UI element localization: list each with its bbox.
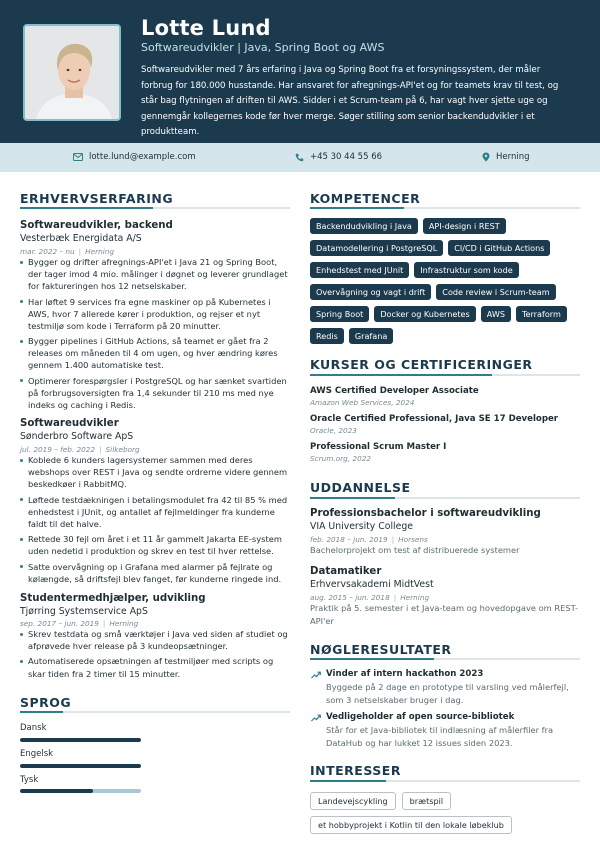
language-name: Dansk [20,723,47,733]
education-degree: Professionsbachelor i softwareudvikling [310,508,541,519]
skill-chip: Grafana [349,328,393,344]
contact-location [482,152,530,162]
skill-chip: Datamodellering i PostgreSQL [310,240,443,256]
achievement-description: Står for et Java-bibliotek til indlæsning af målerfiler fra DataHub og har lukket 12 issues siden 2023. [326,725,554,748]
courses-heading: KURSER OG CERTIFICERINGER [310,357,533,372]
job-bullet: Automatiserede opsætningen af testmiljøer med scripts og skar tiden fra 2 timer til 15 minutter. [20,655,292,679]
skill-chip: CI/CD i GitHub Actions [448,240,550,256]
trend-up-icon [311,671,321,679]
job-location: Silkeborg [105,445,140,454]
job-dates: mar. 2022 – nu [20,247,75,256]
languages-heading: SPROG [20,695,72,710]
envelope-icon [73,153,83,161]
job-bullet: Satte overvågning op i Grafana med alarmer på fejlrate og kølængde, så driftsfejl blev fanget, før kunderne ringede ind. [20,561,292,585]
certificate-name: Oracle Certified Professional, Java SE 17 Developer [310,414,559,424]
skills-heading: KOMPETENCER [310,191,421,206]
skill-chip: Terraform [516,306,567,322]
phone-icon [295,153,304,162]
job-bullets [20,454,292,588]
candidate-title: Softwareudvikler | Java, Spring Boot og AWS [141,41,385,54]
certificate-name: AWS Certified Developer Associate [310,386,479,396]
job-bullet: Rettede 30 fejl om året i et 11 år gammelt Jakarta EE-system uden nedetid i produktion og skrev en test til hver rettelse. [20,533,292,557]
contact-bar [0,143,600,172]
contact-phone[interactable] [295,152,382,162]
language-level-fill [20,764,141,768]
job-bullet: Bygger og drifter afregnings-API'et i Java 21 og Spring Boot, der tager imod 4 mio. målinger i døgnet og leverer grundlaget for faktureringen hos 12 netselskaber. [20,256,292,292]
job-bullet: Koblede 6 kunders lagersystemer sammen med deres webshops over REST i Java og sendte ordrerne videre gennem beskedkøer i RabbitMQ. [20,454,292,490]
portrait-image [25,26,121,121]
skills-chip-list [310,218,580,344]
trend-up-icon [311,714,321,722]
profile-photo [23,24,121,121]
job-bullets [20,256,292,414]
language-name: Tysk [20,775,39,785]
skill-chip: Docker og Kubernetes [374,306,475,322]
meta-divider: | [391,535,395,544]
email-text: lotte.lund@example.com [89,152,196,162]
experience-heading: ERHVERVSERFARING [20,191,174,206]
education-meta [310,535,428,544]
language-level-fill [20,789,93,793]
courses-rule-accent [310,374,492,376]
job-title: Softwareudvikler [20,418,119,429]
candidate-name: Lotte Lund [141,16,271,40]
location-pin-icon [482,152,490,162]
skills-rule-accent [310,207,404,209]
language-name: Engelsk [20,749,54,759]
interests-heading: INTERESSER [310,763,401,778]
interest-tag: brætspil [402,792,451,810]
job-meta [20,247,114,256]
education-location: Herning [400,593,430,602]
skill-chip: Infrastruktur som kode [414,262,519,278]
contact-email[interactable] [73,152,196,162]
education-school: VIA University College [310,521,413,532]
location-text: Herning [496,152,530,162]
achievements-rule-accent [310,658,434,660]
profile-summary: Softwareudvikler med 7 års erfaring i Java og Spring Boot fra et forsyningssystem, der måler forbrug for 180.000 husstande. Har ansvaret for afregnings-API'et og for teamets krav til test, og står bag flytningen af driften til AWS. Sidder i et Scrum-team på 6, har vagt hver sjette uge og gennemgår kollegernes kode før hver merge. Søger stilling som senior backendudvikler i et produktteam. [141,65,559,137]
experience-rule-accent [20,207,153,209]
skill-chip: Overvågning og vagt i drift [310,284,431,300]
interest-tag: Landevejscykling [310,792,396,810]
skill-chip: Redis [310,328,344,344]
certificate-issuer: Amazon Web Services, 2024 [310,398,415,407]
job-bullet: Bygger pipelines i GitHub Actions, så teamet er gået fra 2 releases om måneden til 4 om ugen, og hver ændring køres gennem 1.400 automatiske test. [20,335,292,371]
education-school: Erhvervsakademi MidtVest [310,579,434,590]
header-banner [0,0,600,143]
certificate-issuer: Oracle, 2023 [310,426,357,435]
skill-chip: Spring Boot [310,306,369,322]
skill-chip: Code review i Scrum-team [436,284,555,300]
skill-chip: Enhedstest med JUnit [310,262,409,278]
job-bullet: Optimerer forespørgsler i PostgreSQL og har sænket svartiden på forbrugsoversigten fra 1,4 sekunder til 210 ms med nye indeks og caching i Redis. [20,375,292,411]
job-company: Sønderbro Software ApS [20,431,134,442]
job-meta [20,619,138,628]
job-bullet: Har løftet 9 services fra egne maskiner op på Kubernetes i AWS, hvor 7 allerede kører i produktion, og rejser et nyt testmiljø som kode i Terraform på 20 minutter. [20,296,292,332]
job-dates: jul. 2019 – feb. 2022 [20,445,96,454]
education-rule-accent [310,497,395,499]
skill-chip: API-design i REST [423,218,506,234]
achievements-heading: NØGLERESULTATER [310,642,452,657]
job-title: Softwareudvikler, backend [20,220,173,231]
education-dates: aug. 2015 – jun. 2018 [310,593,390,602]
interest-tag: et hobbyprojekt i Kotlin til den lokale løbeklub [310,816,512,834]
achievement-title: Vinder af intern hackathon 2023 [326,669,484,679]
education-dates: feb. 2018 – jun. 2019 [310,535,388,544]
education-meta [310,593,429,602]
phone-text: +45 30 44 55 66 [310,152,383,162]
language-level-bar [20,738,141,742]
achievement-description: Byggede på 2 dage en prototype til varsling ved målerfejl, som 3 netselskaber bruger i dag. [326,682,569,705]
job-dates: sep. 2017 – jun. 2019 [20,619,99,628]
achievement-title: Vedligeholder af open source-bibliotek [326,712,515,722]
skill-chip: Backendudvikling i Java [310,218,418,234]
job-location: Herning [109,619,139,628]
interests-tag-list [310,792,580,834]
education-location: Horsens [398,535,428,544]
education-description: Praktik på 5. semester i et Java-team og hovedopgave om REST-API'er [310,603,578,626]
job-bullet: Løftede testdækningen i betalingsmodulet fra 42 til 85 % med enhedstest i JUnit, og antallet af fejlmeldinger fra kunderne faldt til det halve. [20,494,292,530]
language-level-bar [20,764,141,768]
meta-divider: | [99,445,102,454]
education-heading: UDDANNELSE [310,480,411,495]
skill-chip: AWS [481,306,511,322]
certificate-issuer: Scrum.org, 2022 [310,454,372,463]
job-bullets [20,628,292,683]
certificate-name: Professional Scrum Master I [310,442,447,452]
meta-divider: | [393,593,397,602]
job-title: Studentermedhjælper, udvikling [20,593,206,604]
job-location: Herning [85,247,115,256]
interests-rule-accent [310,780,386,782]
language-level-bar [20,789,141,793]
education-description: Bachelorprojekt om test af distribuerede systemer [310,545,520,555]
job-bullet: Skrev testdata og små værktøjer i Java ved siden af studiet og afprøvede hver release på 3 kundeopsætninger. [20,628,292,652]
job-company: Tjørring Systemservice ApS [20,606,148,617]
education-degree: Datamatiker [310,566,382,577]
job-company: Vesterbæk Energidata A/S [20,233,142,244]
languages-rule-accent [20,711,63,713]
meta-divider: | [102,619,106,628]
meta-divider: | [78,247,82,256]
language-level-fill [20,738,141,742]
job-meta [20,445,140,454]
